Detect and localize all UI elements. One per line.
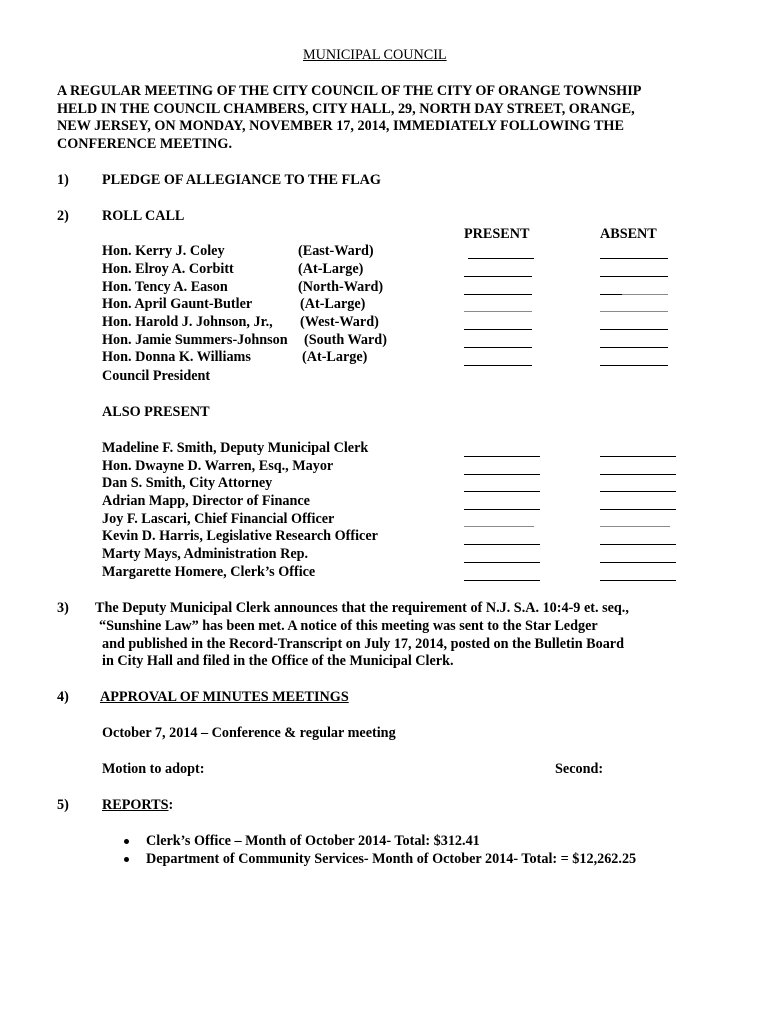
- attendee-name: Kevin D. Harris, Legislative Research Officer: [102, 528, 378, 544]
- attendee-name: Margarette Homere, Clerk’s Office: [102, 564, 316, 580]
- item-label: PLEDGE OF ALLEGIANCE TO THE FLAG: [102, 172, 381, 188]
- present-column-header: PRESENT: [464, 226, 530, 242]
- intro-line: CONFERENCE MEETING.: [57, 136, 232, 152]
- item-number: 1): [57, 172, 69, 188]
- member-ward: (At-Large): [300, 296, 366, 312]
- intro-line: HELD IN THE COUNCIL CHAMBERS, CITY HALL, 29, NORTH DAY STREET, ORANGE,: [57, 101, 635, 117]
- page-title: MUNICIPAL COUNCIL: [303, 47, 447, 63]
- present-blank[interactable]: [464, 329, 532, 330]
- bullet-icon: [124, 839, 129, 844]
- present-blank[interactable]: [464, 526, 534, 527]
- second-label: Second:: [555, 761, 604, 777]
- item-number: 3): [57, 600, 69, 616]
- present-blank[interactable]: [464, 294, 532, 295]
- member-name: Hon. April Gaunt-Butler: [102, 296, 253, 312]
- member-name: Hon. Kerry J. Coley: [102, 243, 225, 259]
- absent-blank[interactable]: [600, 329, 668, 330]
- absent-blank[interactable]: [600, 491, 676, 492]
- motion-label: Motion to adopt:: [102, 761, 205, 777]
- absent-blank[interactable]: [600, 580, 676, 581]
- member-name: Hon. Elroy A. Corbitt: [102, 261, 234, 277]
- report-item: Clerk’s Office – Month of October 2014- Total: $312.41: [146, 833, 480, 849]
- member-name: Hon. Tency A. Eason: [102, 279, 228, 295]
- item-label-colon: :: [168, 797, 174, 813]
- absent-blank[interactable]: [600, 544, 676, 545]
- item-label: ROLL CALL: [102, 208, 185, 224]
- present-blank[interactable]: [464, 474, 540, 475]
- attendee-name: Dan S. Smith, City Attorney: [102, 475, 273, 491]
- present-blank[interactable]: [464, 456, 540, 457]
- attendee-name: Hon. Dwayne D. Warren, Esq., Mayor: [102, 458, 334, 474]
- paragraph-line: The Deputy Municipal Clerk announces that the requirement of N.J. S.A. 10:4-9 et. seq.,: [95, 600, 629, 616]
- absent-blank[interactable]: [600, 509, 676, 510]
- present-blank[interactable]: [464, 365, 532, 366]
- absent-blank[interactable]: [600, 258, 668, 259]
- present-blank[interactable]: [464, 311, 532, 312]
- absent-blank[interactable]: [600, 562, 676, 563]
- present-blank[interactable]: [464, 276, 532, 277]
- also-present-label: ALSO PRESENT: [102, 404, 210, 420]
- minutes-entry: October 7, 2014 – Conference & regular meeting: [102, 725, 396, 741]
- attendee-name: Marty Mays, Administration Rep.: [102, 546, 309, 562]
- intro-line: NEW JERSEY, ON MONDAY, NOVEMBER 17, 2014, IMMEDIATELY FOLLOWING THE: [57, 118, 624, 134]
- member-ward: (South Ward): [304, 332, 387, 348]
- absent-column-header: ABSENT: [600, 226, 657, 242]
- item-number: 2): [57, 208, 69, 224]
- present-blank[interactable]: [464, 491, 540, 492]
- bullet-icon: [124, 857, 129, 862]
- item-label-wrap: [102, 797, 173, 815]
- item-number: 4): [57, 689, 69, 705]
- absent-blank[interactable]: [600, 474, 676, 475]
- member-ward: (North-Ward): [298, 279, 384, 295]
- attendee-name: Madeline F. Smith, Deputy Municipal Clerk: [102, 440, 369, 456]
- absent-blank[interactable]: [600, 526, 670, 527]
- paragraph-line: “Sunshine Law” has been met. A notice of this meeting was sent to the Star Ledger: [99, 618, 598, 634]
- present-blank[interactable]: [468, 258, 534, 259]
- absent-blank[interactable]: [600, 347, 668, 348]
- member-ward: (East-Ward): [298, 243, 374, 259]
- paragraph-line: and published in the Record-Transcript on July 17, 2014, posted on the Bulletin Board: [102, 636, 624, 652]
- report-item: Department of Community Services- Month of October 2014- Total: = $12,262.25: [146, 851, 637, 867]
- present-blank[interactable]: [464, 347, 532, 348]
- absent-blank[interactable]: [600, 365, 668, 366]
- member-ward: (At-Large): [302, 349, 368, 365]
- member-name: Hon. Jamie Summers-Johnson: [102, 332, 288, 348]
- council-president-label: Council President: [102, 368, 211, 384]
- attendee-name: Joy F. Lascari, Chief Financial Officer: [102, 511, 335, 527]
- member-name: Hon. Donna K. Williams: [102, 349, 251, 365]
- absent-blank[interactable]: [600, 311, 668, 312]
- absent-blank-mark: [600, 294, 622, 295]
- attendee-name: Adrian Mapp, Director of Finance: [102, 493, 310, 509]
- member-ward: (West-Ward): [300, 314, 379, 330]
- present-blank[interactable]: [464, 509, 540, 510]
- member-name: Hon. Harold J. Johnson, Jr.,: [102, 314, 273, 330]
- item-number: 5): [57, 797, 69, 813]
- item-label: REPORTS: [102, 797, 169, 813]
- member-ward: (At-Large): [298, 261, 364, 277]
- paragraph-line: in City Hall and filed in the Office of the Municipal Clerk.: [102, 653, 454, 669]
- absent-blank[interactable]: [600, 456, 676, 457]
- present-blank[interactable]: [464, 580, 540, 581]
- absent-blank[interactable]: [600, 276, 668, 277]
- present-blank[interactable]: [464, 544, 540, 545]
- item-label: APPROVAL OF MINUTES MEETINGS: [100, 689, 349, 705]
- intro-line: A REGULAR MEETING OF THE CITY COUNCIL OF THE CITY OF ORANGE TOWNSHIP: [57, 83, 642, 99]
- present-blank[interactable]: [464, 562, 540, 563]
